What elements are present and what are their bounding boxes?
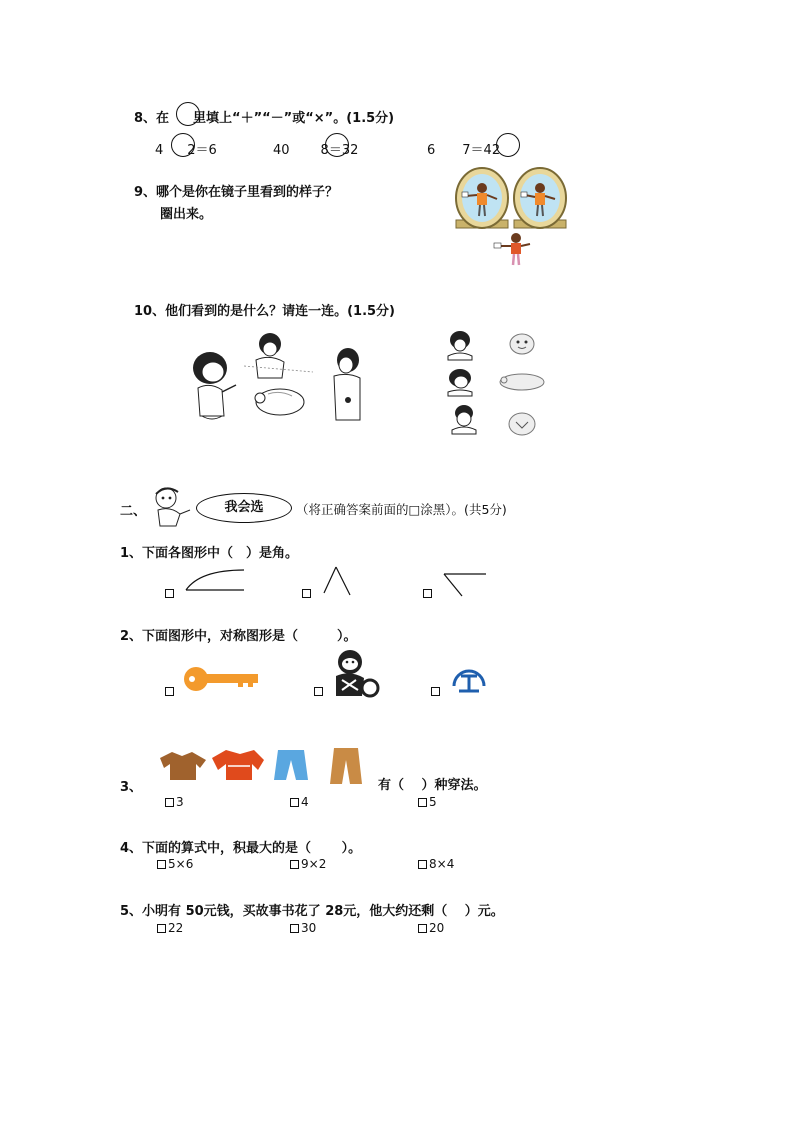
s1-question: 1、下面各图形中（ ）是角。 [120,546,299,561]
q9-prompt: 9、哪个是你在镜子里看到的样子？ [134,185,339,200]
option-label: 20 [429,921,445,935]
q8-prompt [134,107,394,126]
operand: 2＝6 [187,143,217,158]
clothes-illustration [158,746,368,786]
s2-question: 2、下面图形中，对称图形是（ ）。 [120,629,357,644]
girl-icon[interactable] [448,369,472,396]
girl-figure [193,352,236,419]
s2-option-1-checkbox[interactable] [165,687,174,696]
arc-shape [184,568,246,594]
answer-circle[interactable] [325,133,349,157]
option-label: 9×2 [301,857,327,871]
pants-blue-icon [274,750,308,780]
mirror-right[interactable] [514,168,566,228]
bubble-label: 我会选 [224,500,264,515]
s5-option-3[interactable] [418,921,444,935]
views-illustration [444,330,554,440]
s1-option-1-checkbox[interactable] [165,589,174,598]
s4-option-3[interactable] [418,857,454,871]
boy-top-figure [244,333,313,378]
option-label: 3 [176,795,184,809]
option-label: 22 [168,921,184,935]
hamster-back-view[interactable] [509,413,535,435]
s4-question: 4、下面的算式中，积最大的是（ ）。 [120,841,362,856]
hamster-figure [255,389,304,415]
option-label: 30 [301,921,317,935]
child-figure [494,233,530,265]
checkbox[interactable] [290,924,299,933]
checkbox[interactable] [290,798,299,807]
s5-option-2[interactable] [290,921,316,935]
key-icon [182,664,260,694]
s3-number: 3、 [120,780,143,795]
boy-icon-2[interactable] [452,405,476,434]
s2-option-3-checkbox[interactable] [431,687,440,696]
hamster-front-view[interactable] [510,334,534,354]
operand: 6 [427,143,436,158]
q8-number: 8、在 [134,111,170,126]
option-label: 4 [301,795,309,809]
railway-logo-icon [450,662,488,696]
s1-option-3-checkbox[interactable] [423,589,432,598]
boy-icon-1[interactable] [448,331,472,360]
checkbox[interactable] [418,924,427,933]
checkbox[interactable] [157,860,166,869]
option-label: 5 [429,795,437,809]
operand: 8＝32 [320,143,359,158]
angle-shape [322,565,352,597]
checkbox[interactable] [418,860,427,869]
operand: 7＝42 [462,143,501,158]
section-instruction: （将正确答案前面的□涂黑）。(共5分) [296,502,507,517]
s2-option-2-checkbox[interactable] [314,687,323,696]
mirror-left[interactable] [456,168,508,228]
open-angle-shape [442,572,488,598]
shirt-brown-icon [160,752,206,780]
checkbox[interactable] [290,860,299,869]
answer-circle[interactable] [171,133,195,157]
section-number: 二、 [120,504,147,519]
boy-right-figure [334,348,360,420]
s4-option-1[interactable] [157,857,193,871]
q8-instruction: 里填上“＋”“－”或“×”。(1.5分) [193,111,395,126]
checkbox[interactable] [418,798,427,807]
s3-option-2[interactable] [290,795,309,809]
s5-option-1[interactable] [157,921,183,935]
s5-question: 5、小明有 50元钱，买故事书花了 28元，他大约还剩（ ）元。 [120,904,504,919]
s4-option-2[interactable] [290,857,326,871]
q8-problem-3 [427,139,500,158]
operand: 40 [273,143,290,158]
q10-prompt: 10、他们看到的是什么？请连一连。(1.5分) [134,304,396,319]
s3-question: 有（ ）种穿法。 [378,778,487,793]
s3-option-1[interactable] [165,795,184,809]
answer-circle[interactable] [176,102,200,126]
children-observing-illustration [188,330,373,430]
s1-option-2-checkbox[interactable] [302,589,311,598]
hamster-side-view[interactable] [500,374,544,390]
s3-option-3[interactable] [418,795,437,809]
monkey-icon [328,648,380,700]
operand: 4 [155,143,164,158]
speech-bubble [196,493,292,523]
checkbox[interactable] [165,798,174,807]
mirror-illustration [452,166,572,276]
option-label: 5×6 [168,857,194,871]
cartoon-girl-icon [146,484,194,530]
sweater-red-icon [212,750,264,780]
option-label: 8×4 [429,857,455,871]
checkbox[interactable] [157,924,166,933]
pants-brown-icon [330,748,362,784]
q9-subprompt: 圈出来。 [160,207,213,222]
answer-circle[interactable] [496,133,520,157]
